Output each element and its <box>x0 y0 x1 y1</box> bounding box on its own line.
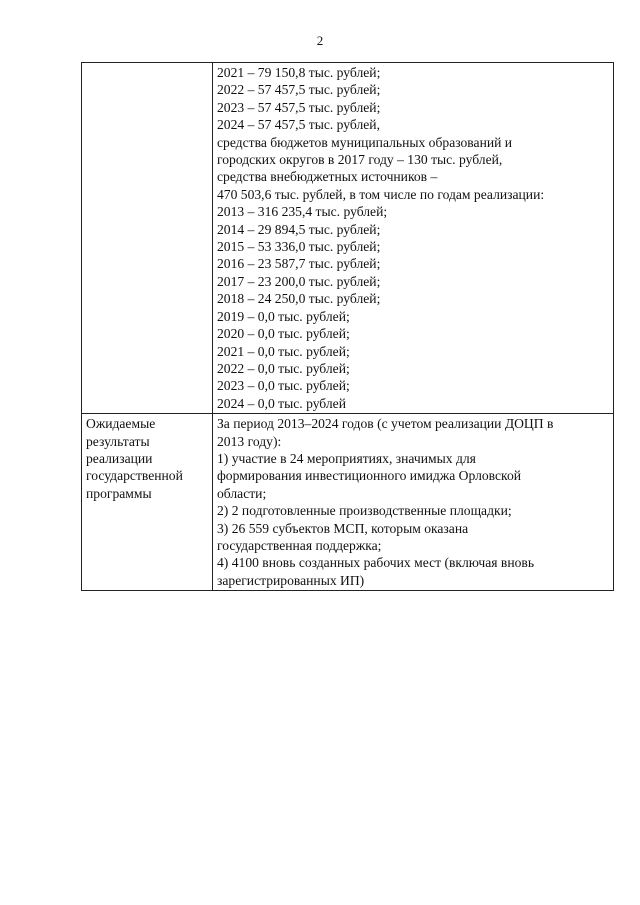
expected-results-content-cell <box>213 414 614 591</box>
text-line: 2022 – 0,0 тыс. рублей; <box>217 360 350 376</box>
text-line: формирования инвестиционного имиджа Орловской <box>217 468 522 484</box>
text-line: Ожидаемые <box>86 416 156 432</box>
text-line: 2015 – 53 336,0 тыс. рублей; <box>217 239 381 255</box>
financing-content-cell <box>213 63 614 414</box>
text-line: средства внебюджетных источников – <box>217 169 438 185</box>
text-line: 2013 – 316 235,4 тыс. рублей; <box>217 204 388 220</box>
text-line: городских округов в 2017 году – 130 тыс. рублей, <box>217 152 503 168</box>
expected-results-label-cell <box>82 414 213 591</box>
page-number: 2 <box>316 33 324 48</box>
text-line: 470 503,6 тыс. рублей, в том числе по годам реализации: <box>217 186 545 202</box>
text-line: 2021 – 79 150,8 тыс. рублей; <box>217 65 381 80</box>
text-line: результаты <box>86 433 150 449</box>
text-line: 2013 году): <box>217 433 282 449</box>
text-line: 2014 – 29 894,5 тыс. рублей; <box>217 221 381 237</box>
text-line: 1) участие в 24 мероприятиях, значимых для <box>217 450 476 466</box>
text-line: 2023 – 0,0 тыс. рублей; <box>217 378 350 394</box>
financing-label-cell <box>82 63 213 414</box>
text-line: 2024 – 0,0 тыс. рублей <box>217 395 346 411</box>
text-line: государственная поддержка; <box>217 537 382 553</box>
text-line: 2022 – 57 457,5 тыс. рублей; <box>217 82 381 98</box>
text-line: 2020 – 0,0 тыс. рублей; <box>217 326 350 342</box>
text-line: 2024 – 57 457,5 тыс. рублей, <box>217 117 380 133</box>
text-line: области; <box>217 485 267 501</box>
text-line: зарегистрированных ИП) <box>217 572 365 588</box>
text-line: 2019 – 0,0 тыс. рублей; <box>217 308 350 324</box>
program-passport-table <box>81 62 614 591</box>
text-line: 2) 2 подготовленные производственные площадки; <box>217 503 512 519</box>
text-line: государственной <box>86 468 183 484</box>
text-line: 2023 – 57 457,5 тыс. рублей; <box>217 99 381 115</box>
text-line: реализации <box>86 450 153 466</box>
text-line: 4) 4100 вновь созданных рабочих мест (включая вновь <box>217 555 535 571</box>
text-line: 2018 – 24 250,0 тыс. рублей; <box>217 291 381 307</box>
text-line: программы <box>86 485 152 501</box>
text-line: 2017 – 23 200,0 тыс. рублей; <box>217 273 381 289</box>
table-row-financing <box>82 63 614 414</box>
text-line: За период 2013–2024 годов (с учетом реализации ДОЦП в <box>217 416 554 432</box>
table-row-expected-results <box>82 414 614 591</box>
text-line: средства бюджетов муниципальных образований и <box>217 134 513 150</box>
text-line: 2016 – 23 587,7 тыс. рублей; <box>217 256 381 272</box>
text-line: 2021 – 0,0 тыс. рублей; <box>217 343 350 359</box>
text-line: 3) 26 559 субъектов МСП, которым оказана <box>217 520 469 536</box>
